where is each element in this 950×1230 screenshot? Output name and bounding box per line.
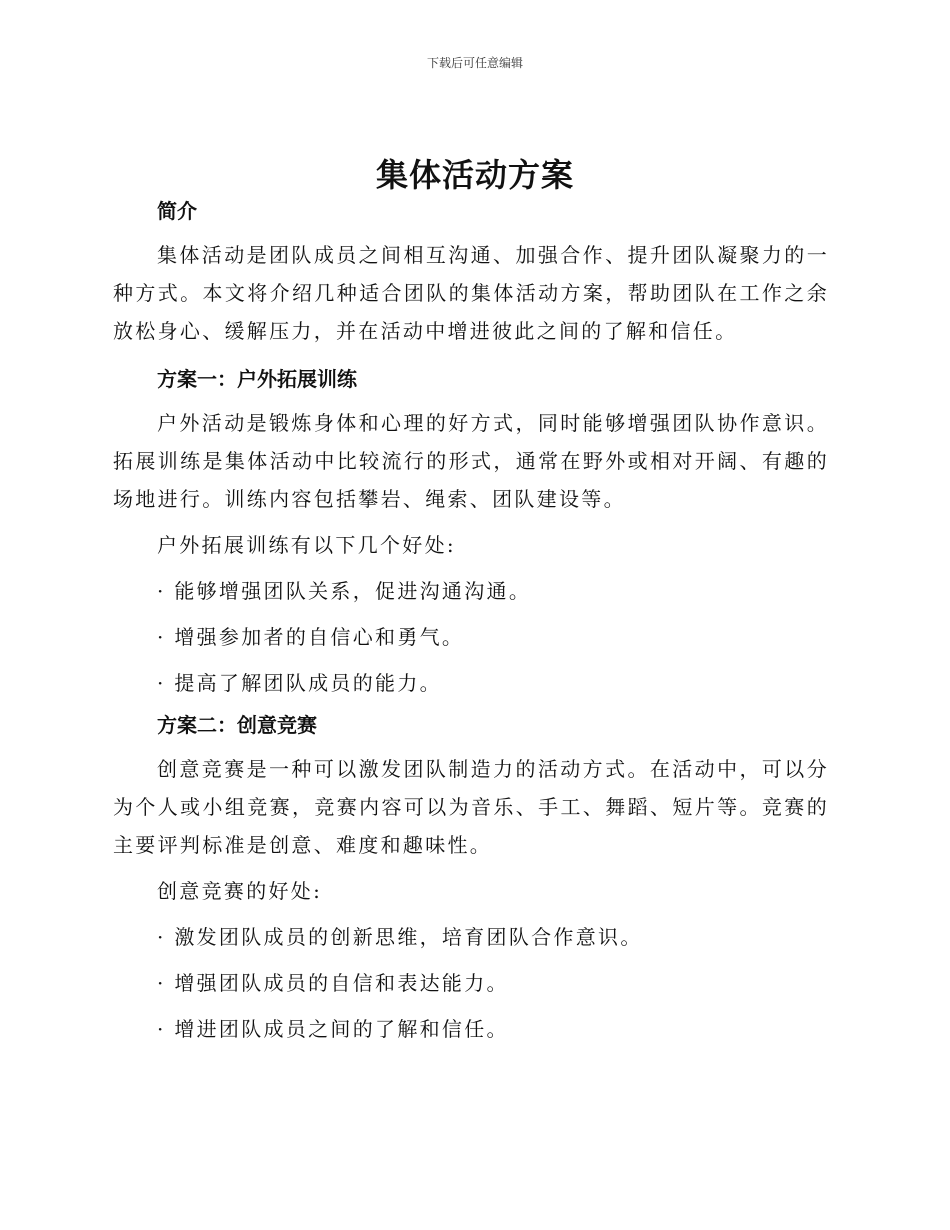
list-item: · 提高了解团队成员的能力。	[157, 671, 442, 695]
plan-one-list-intro: 户外拓展训练有以下几个好处:	[157, 533, 456, 557]
document-body	[113, 196, 829, 1048]
list-item: · 激发团队成员的创新思维，培育团队合作意识。	[157, 925, 643, 949]
plan-two-list-intro: 创意竞赛的好处:	[157, 879, 323, 903]
section-heading-plan-one: 方案一：户外拓展训练	[157, 367, 357, 391]
section-heading-plan-two: 方案二：创意竞赛	[157, 713, 317, 737]
plan-one-paragraph: 户外活动是锻炼身体和心理的好方式，同时能够增强团队协作意识。拓展训练是集体活动中比较流行的形式，通常在野外或相对开阔、有趣的场地进行。训练内容包括攀岩、绳索、团队建设等。	[113, 411, 829, 511]
header-note: 下载后可任意编辑	[426, 56, 523, 70]
list-item: · 能够增强团队关系，促进沟通沟通。	[157, 579, 532, 603]
list-item: · 增强团队成员的自信和表达能力。	[157, 971, 509, 995]
list-item: · 增强参加者的自信心和勇气。	[157, 625, 465, 649]
document-title: 集体活动方案	[375, 156, 574, 194]
section-heading-intro: 简介	[157, 199, 197, 223]
list-item: · 增进团队成员之间的了解和信任。	[157, 1017, 509, 1041]
plan-two-paragraph: 创意竞赛是一种可以激发团队制造力的活动方式。在活动中，可以分为个人或小组竞赛，竞赛内容可以为音乐、手工、舞蹈、短片等。竞赛的主要评判标准是创意、难度和趣味性。	[113, 757, 829, 857]
intro-paragraph: 集体活动是团队成员之间相互沟通、加强合作、提升团队凝聚力的一种方式。本文将介绍几种适合团队的集体活动方案，帮助团队在工作之余放松身心、缓解压力，并在活动中增进彼此之间的了解和信任。	[113, 243, 829, 343]
